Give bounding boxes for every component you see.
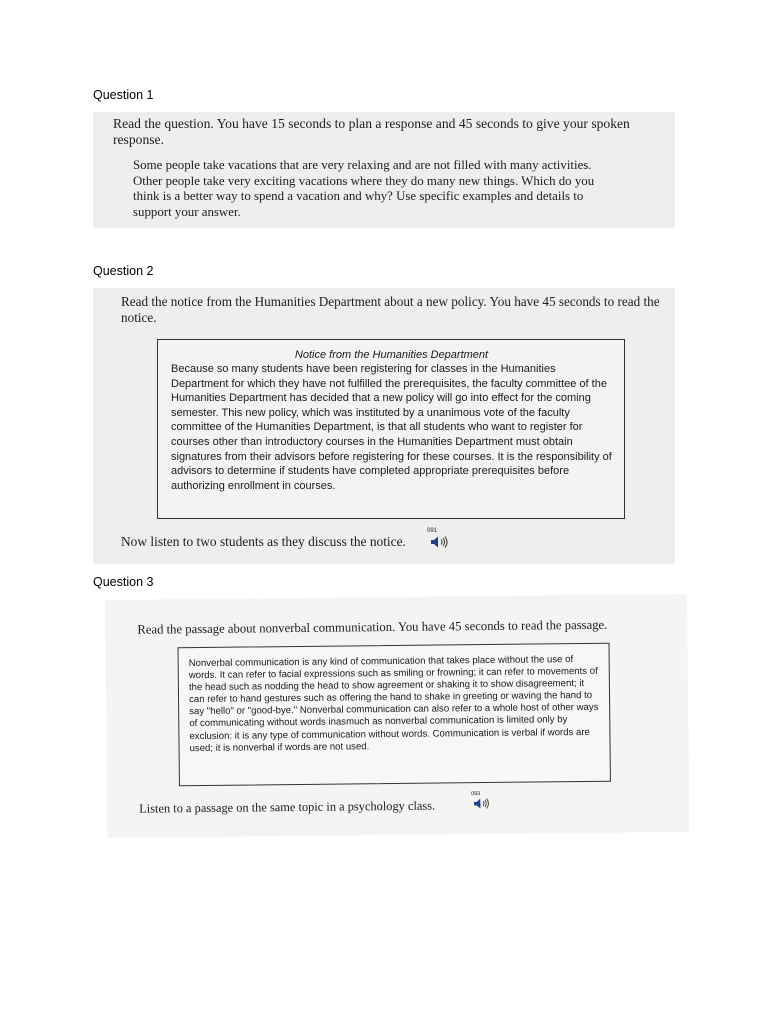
question-1-prompt: Some people take vacations that are very relaxing and are not filled with many activities. Other people take very exciting vacations where they do many new things. Which do you think is a better way to spend a vacation and why? Use specific examples and details to support your answer. [133, 158, 595, 219]
question-3-track-number: 093 [471, 791, 481, 798]
question-3-label: Question 3 [93, 575, 154, 589]
speaker-icon[interactable] [430, 535, 450, 549]
question-2-scan [93, 288, 675, 564]
notice-title: Notice from the Humanities Department [294, 349, 489, 361]
question-2-track-number: 091 [427, 528, 438, 534]
question-1-scan [93, 112, 675, 228]
question-3-scan [105, 594, 689, 838]
speaker-icon[interactable] [473, 797, 491, 810]
question-3-listen-text: Listen to a passage on the same topic in a psychology class. [139, 798, 436, 816]
question-2-instruction: Read the notice from the Humanities Department about a new policy. You have 45 seconds to read the notice. [121, 294, 660, 325]
question-3-instruction: Read the passage about nonverbal communication. You have 45 seconds to read the passage. [137, 617, 608, 637]
notice-box [157, 339, 625, 519]
notice-body: Because so many students have been registering for classes in the Humanities Department for which they have not fulfilled the prerequisites, the faculty committee of the Humanities Department has decided that a new policy will go into effect for the coming semester. This new policy, which was instituted by a unanimous vote of the faculty committee of the Humanities Department, is that all students who want to register for courses other than introductory courses in the Humanities Department must obtain signatures from their advisors before registering for these courses. It is the responsibility of advisors to determine if students have completed appropriate prerequisites before authorizing enrollment in courses. [171, 363, 612, 492]
question-1-label: Question 1 [93, 88, 154, 102]
passage-text: Nonverbal communication is any kind of communication that takes place without the use of words. It can refer to facial expressions such as smiling or frowning; it can refer to movements of the head such as nodding the head to show agreement or shaking it to show disagreement; it can refer to hand gestures such as offering the hand to shake in greeting or waving the hand to say "hello" or "good-bye." Nonverbal communication can also refer to a whole host of other ways of communicating without words inasmuch as nonverbal communication is limited only by exclusion: it is any type of communication without words. Communication is verbal if words are used; it is nonverbal if words are not used. [188, 654, 599, 754]
passage-box [177, 643, 610, 787]
question-2-label: Question 2 [93, 264, 154, 278]
question-2-listen-text: Now listen to two students as they discuss the notice. [121, 534, 406, 549]
question-1-instruction: Read the question. You have 15 seconds to plan a response and 45 seconds to give your spoken response. [113, 116, 630, 147]
